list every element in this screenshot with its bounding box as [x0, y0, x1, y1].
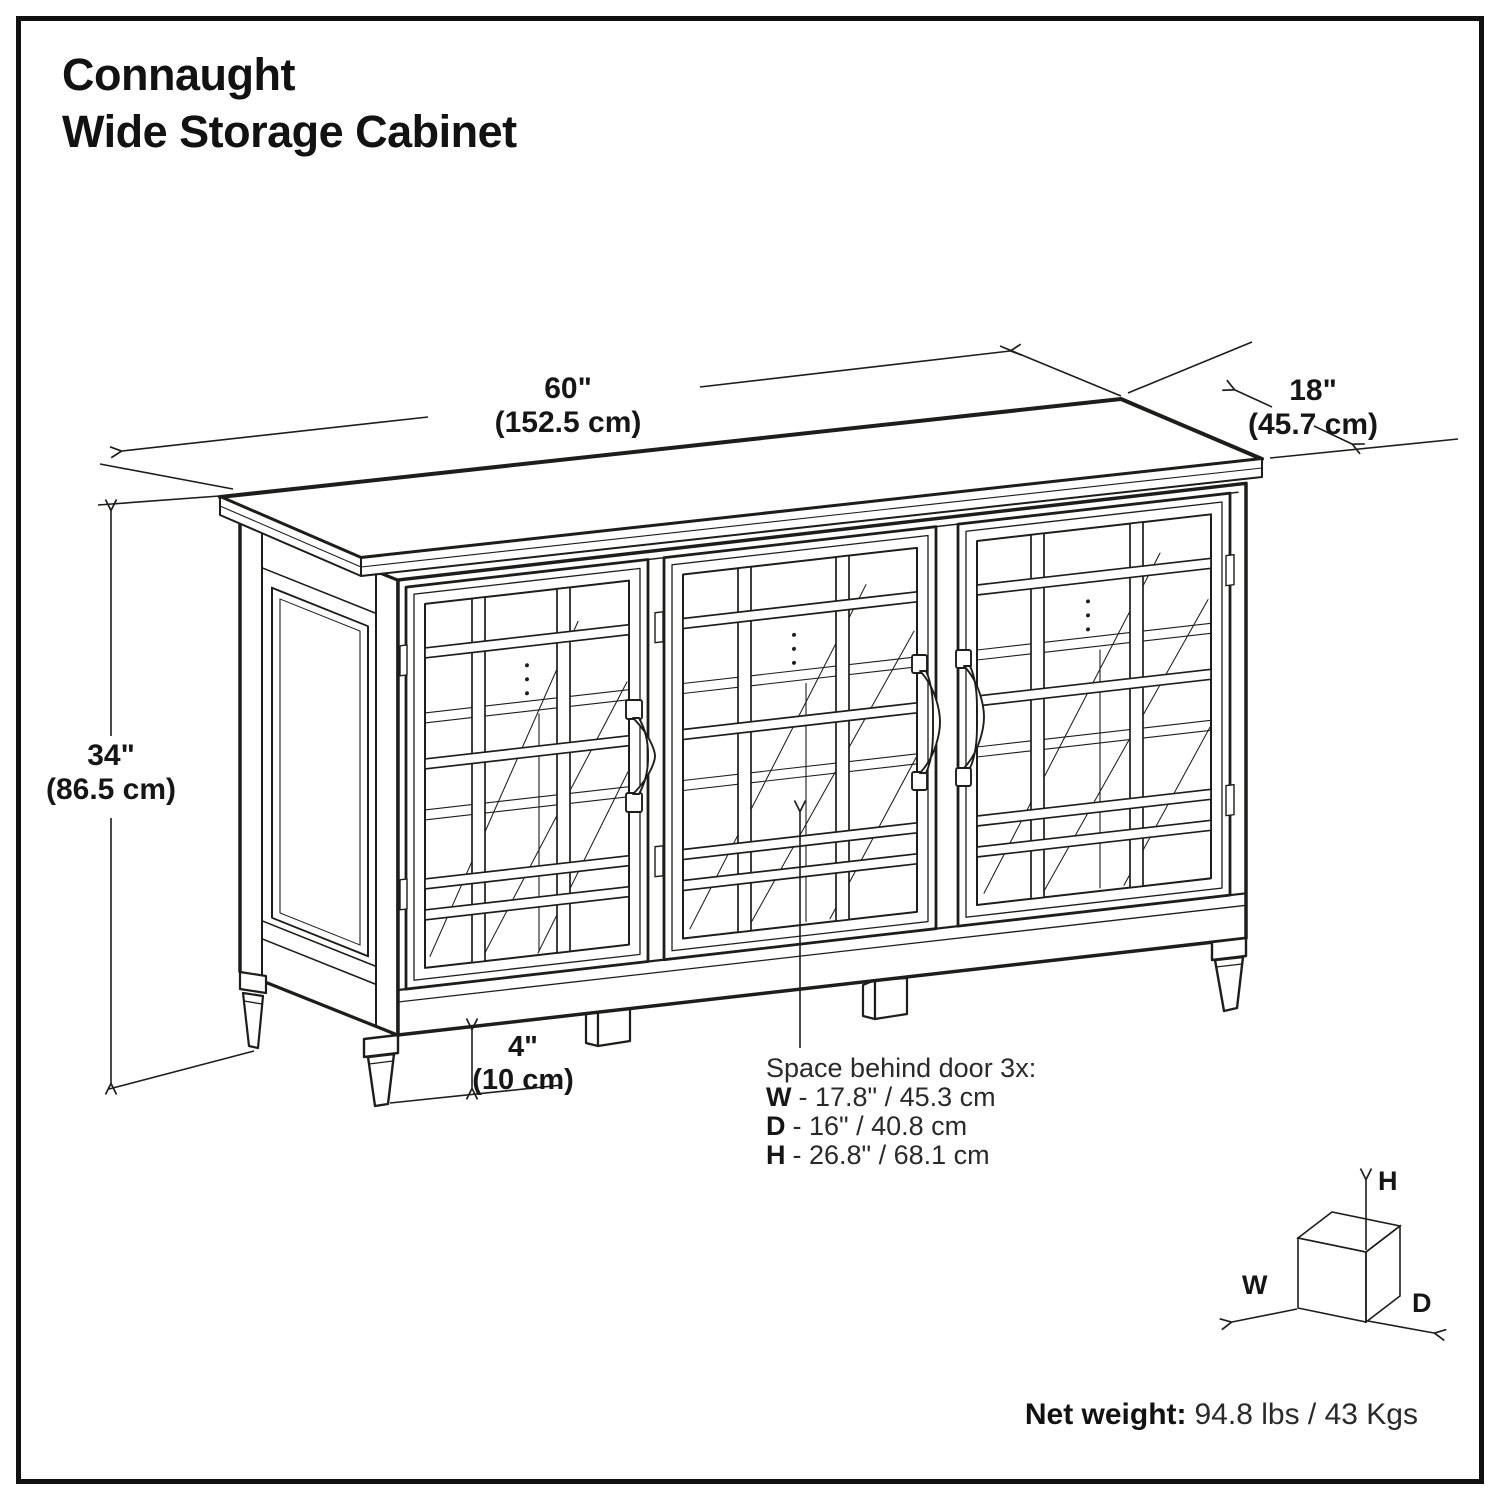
interior-space-note — [766, 1054, 1036, 1170]
dim-leg-metric: (10 cm) — [472, 1064, 574, 1096]
dim-height-inches: 34" — [87, 739, 135, 772]
dim-depth-inches: 18" — [1289, 374, 1337, 407]
cube-depth-label: D — [1412, 1288, 1432, 1318]
dim-width-metric: (152.5 cm) — [494, 406, 642, 439]
dim-depth-metric: (45.7 cm) — [1247, 408, 1379, 441]
dim-width-inches: 60" — [544, 372, 592, 405]
net-weight — [1025, 1398, 1418, 1432]
front-face — [398, 483, 1246, 1035]
net-weight-label: Net weight: — [1024, 1398, 1187, 1431]
interior-space-depth: D - 16" / 40.8 cm — [766, 1111, 968, 1141]
cube-height-label: H — [1378, 1166, 1398, 1196]
product-title-line2: Wide Storage Cabinet — [62, 106, 517, 157]
left-side-panel — [240, 517, 398, 1035]
dim-leg-inches: 4" — [508, 1031, 538, 1063]
product-title — [62, 46, 517, 160]
dim-height-metric: (86.5 cm) — [45, 773, 177, 806]
net-weight-value: 94.8 lbs / 43 Kgs — [1194, 1398, 1418, 1431]
interior-space-heading: Space behind door 3x: — [766, 1053, 1037, 1083]
orientation-cube-icon — [1232, 1180, 1434, 1333]
cube-width-label: W — [1242, 1270, 1268, 1300]
interior-space-width: W - 17.8" / 45.3 cm — [766, 1082, 996, 1112]
interior-space-height: H - 26.8" / 68.1 cm — [766, 1140, 990, 1170]
product-title-line1: Connaught — [62, 49, 295, 100]
